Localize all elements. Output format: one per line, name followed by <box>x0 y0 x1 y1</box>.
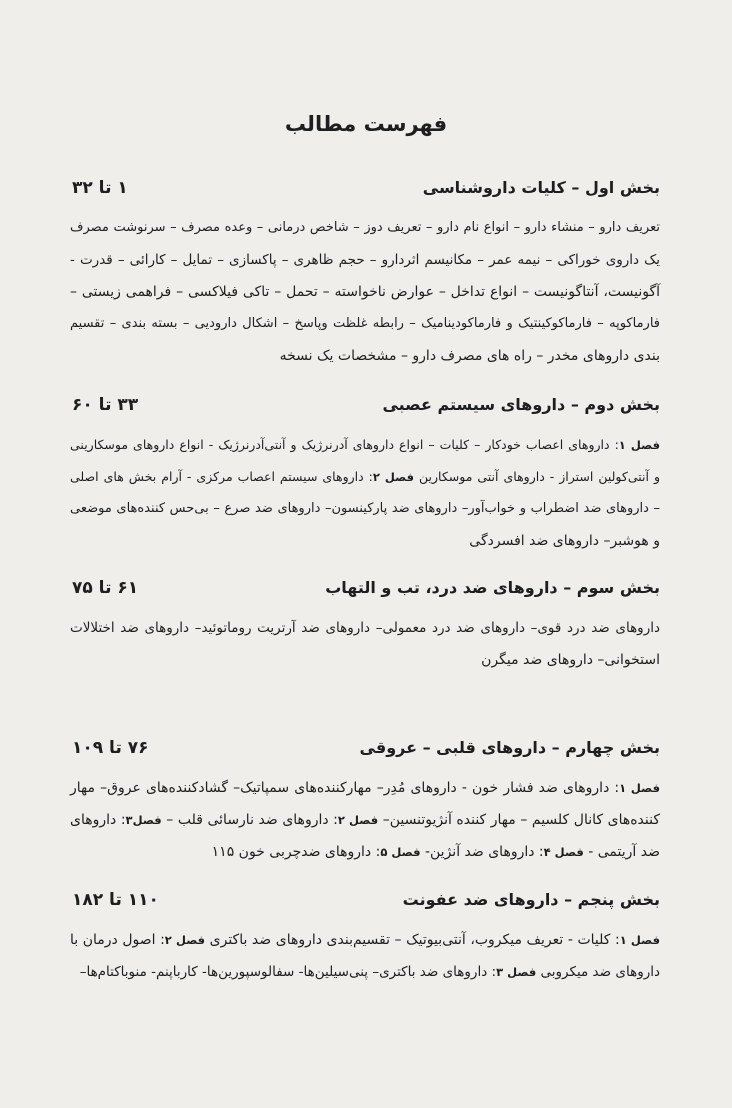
line-text: فارماکوپه – فارماکوکینتیک و فارماکودینامیک – رابطه غلظت وپاسخ – اشکال دارودیی – بسته بندی – تقسیم <box>70 316 660 331</box>
line-text: و هوشبر– داروهای ضد افسردگی <box>469 533 660 549</box>
section-page-range: ۱۱۰ تا ۱۸۲ <box>72 890 159 910</box>
chapter-label: فصل ۳ <box>496 965 537 979</box>
toc-line <box>70 644 660 676</box>
chapter-label: فصل ۱ <box>618 438 660 452</box>
line-text: تعریف دارو – منشاء دارو – انواع نام دارو – تعریف دوز – شاخص درمانی – وعده مصرف – سرنوشت مصرف <box>70 220 660 235</box>
line-text: یک داروی خوراکی – نیمه عمر – مکانیسم اثردارو – حجم ظاهری – پاکسازی – تمایل – کارائی – قدرت - <box>70 252 660 268</box>
chapter-label: فصل ۵ <box>380 845 421 859</box>
section-header <box>70 395 660 423</box>
chapter-label: فصل ۲ <box>337 813 379 827</box>
chapter-label: فصل ۱ <box>619 933 661 947</box>
line-text: : داروهای ضد نارسائی قلب – <box>161 812 338 828</box>
page-title: فهرست مطالب <box>284 112 448 136</box>
line-text: کننده‌های کانال کلسیم – مهار کننده آنژیوتنسین– <box>378 812 661 828</box>
line-text: : داروهای ضدچربی خون ۱۱۵ <box>211 844 381 860</box>
line-text: : داروهای <box>70 812 126 828</box>
section-title: بخش سوم – داروهای ضد درد، تب و التهاب <box>325 578 660 597</box>
section-4 <box>70 738 660 868</box>
toc-line <box>70 461 660 493</box>
section-2 <box>70 395 660 557</box>
toc-line <box>70 340 660 372</box>
line-text: ضد آریتمی - <box>583 844 660 860</box>
toc-line <box>70 525 660 557</box>
line-text: و آنتی‌کولین استراز - داروهای آنتی موسکارین <box>414 469 660 484</box>
section-page-range: ۷۶ تا ۱۰۹ <box>72 738 149 758</box>
section-title: بخش دوم – داروهای سیستم عصبی <box>382 395 660 414</box>
line-text: استخوانی– داروهای ضد میگرن <box>481 652 660 668</box>
section-body <box>70 429 660 557</box>
toc-line <box>70 612 660 644</box>
line-text: : داروهای ضد فشار خون - داروهای مُدِر– مهارکننده‌های سمپاتیک– گشادکننده‌های عروق– مهار <box>70 780 620 796</box>
toc-line <box>70 429 660 461</box>
section-header <box>70 178 660 206</box>
section-body <box>70 212 660 372</box>
chapter-label: فصل ۴ <box>543 845 584 859</box>
toc-line <box>70 924 660 956</box>
toc-line <box>70 772 660 804</box>
section-1 <box>70 178 660 372</box>
section-body <box>70 612 660 676</box>
toc-line <box>70 836 660 868</box>
chapter-label: فصل۳ <box>125 813 162 827</box>
toc-line <box>70 276 660 308</box>
toc-line <box>70 212 660 244</box>
line-text: بندی داروهای مخدر – راه های مصرف دارو – مشخصات یک نسخه <box>279 348 660 364</box>
toc-line <box>70 956 660 988</box>
toc-line <box>70 244 660 276</box>
line-text: : کلیات - تعریف میکروب، آنتی‌بیوتیک – تقسیم‌بندی داروهای ضد باکتری <box>205 932 620 948</box>
section-page-range: ۳۳ تا ۶۰ <box>72 395 139 415</box>
chapter-label: فصل ۲ <box>372 470 415 484</box>
line-text: – داروهای ضد اضطراب و خواب‌آور– داروهای ضد پارکینسون– داروهای ضد صرع – بی‌حس کننده‌های موضعی <box>70 501 660 516</box>
section-page-range: ۶۱ تا ۷۵ <box>72 578 139 598</box>
section-title: بخش اول – کلیات داروشناسی <box>422 178 660 197</box>
section-page-range: ۱ تا ۳۲ <box>72 178 128 198</box>
section-3 <box>70 578 660 676</box>
section-body <box>70 924 660 988</box>
section-header <box>70 578 660 606</box>
section-body <box>70 772 660 868</box>
section-5 <box>70 890 660 988</box>
line-text: : داروهای ضد آنژین- <box>420 844 544 860</box>
section-header <box>70 890 660 918</box>
section-header <box>70 738 660 766</box>
toc-line <box>70 493 660 525</box>
chapter-label: فصل ۱ <box>619 781 660 795</box>
section-title: بخش چهارم – داروهای قلبی – عروقی <box>359 738 660 757</box>
line-text: آگونیست، آنتاگونیست – انواع تداخل – عوارض ناخواسته – تحمل – تاکی فیلاکسی – فراهمی زیستی – <box>70 284 660 300</box>
line-text: : داروهای اعصاب خودکار – کلیات – انواع داروهای آدرنرژیک و آنتی‌آدرنرژیک - انواع داروهای موسکارینی <box>70 437 619 452</box>
toc-line <box>70 804 660 836</box>
line-text: : داروهای سیستم اعصاب مرکزی - آرام بخش های اصلی <box>70 469 373 484</box>
chapter-label: فصل ۲ <box>164 933 206 947</box>
line-text: : اصول درمان با <box>70 932 165 948</box>
line-text: داروهای ضد درد قوی– داروهای ضد درد معمولی– داروهای ضد آرتریت روماتوئید– داروهای ضد اختلالات <box>70 620 660 636</box>
line-text: داروهای ضد میکروبی <box>536 964 660 980</box>
toc-line <box>70 308 660 340</box>
section-title: بخش پنجم – داروهای ضد عفونت <box>402 890 660 909</box>
line-text: : داروهای ضد باکتری– پنی‌سیلین‌ها- سفالوسپورین‌ها- کارباپنم- منوباکتام‌ها– <box>79 964 497 980</box>
